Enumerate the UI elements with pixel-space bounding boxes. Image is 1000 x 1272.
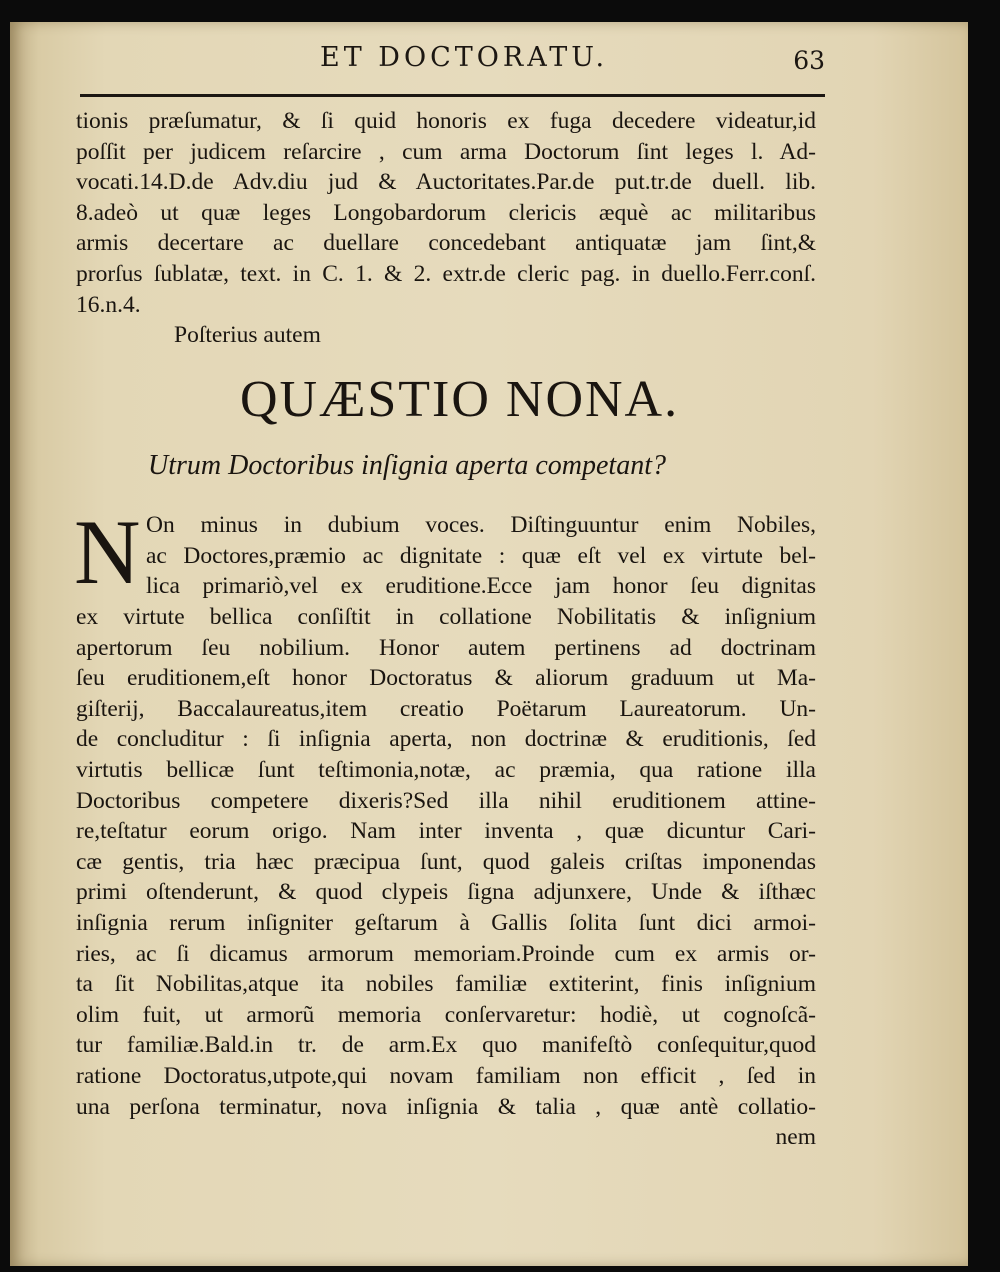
text-line: olim fuit, ut armorũ memoria conſervaretur: hodiè, ut cognoſcã-	[76, 1001, 816, 1028]
chapter-subtitle: Utrum Doctoribus inſignia aperta competant?	[148, 450, 666, 481]
text-line: ac Doctores,præmio ac dignitate : quæ eſt vel ex virtute bel-	[146, 542, 816, 569]
text-line: vocati.14.D.de Adv.diu jud & Auctoritates.Par.de put.tr.de duell. lib.	[76, 169, 816, 196]
text-line: lica primariò,vel ex eruditione.Ecce jam honor ſeu dignitas	[146, 573, 816, 600]
text-line: armis decertare ac duellare concedebant antiquatæ jam ſint,&	[76, 230, 816, 257]
text-line: ſeu eruditionem,eſt honor Doctoratus & aliorum graduum ut Ma-	[76, 665, 816, 692]
text-line: tionis præſumatur, & ſi quid honoris ex fuga decedere videatur,id	[76, 108, 816, 134]
text-line: giſterij, Baccalaureatus,item creatio Poëtarum Laureatorum. Un-	[76, 695, 816, 722]
body-text	[76, 602, 816, 1153]
text-line: On minus in dubium voces. Diſtinguuntur enim Nobiles,	[146, 512, 816, 538]
catchword: nem	[775, 1124, 816, 1151]
text-line: una perſona terminatur, nova inſignia & talia , quæ antè collatio-	[76, 1093, 816, 1120]
text-line: primi oſtenderunt, & quod clypeis ſigna adjunxere, Unde & iſthæc	[76, 879, 816, 906]
text-line: tur familiæ.Bald.in tr. de arm.Ex quo manifeſtò conſequitur,quod	[76, 1032, 816, 1059]
text-line: re,teſtatur eorum origo. Nam inter inventa , quæ dicuntur Cari-	[76, 818, 816, 845]
text-line: virtutis bellicæ ſunt teſtimonia,notæ, ac præmia, qua ratione illa	[76, 756, 816, 783]
running-head: ET DOCTORATU.	[320, 42, 609, 73]
text-line: poſſit per judicem reſarcire , cum arma Doctorum ſint leges l. Ad-	[76, 138, 816, 165]
page-number: 63	[793, 46, 825, 75]
text-line: inſignia rerum inſigniter geſtarum à Gallis ſolita ſunt dici armoi-	[76, 909, 816, 936]
page-header	[80, 42, 825, 88]
text-line: de concluditur : ſi inſignia aperta, non doctrinæ & eruditionis, ſed	[76, 726, 816, 753]
text-line: ratione Doctoratus,utpote,qui novam familiam non efficit , ſed in	[76, 1062, 816, 1089]
text-line: ex virtute bellica conſiſtit in collatione Nobilitatis & inſignium	[76, 604, 816, 630]
text-line: 16.n.4.	[76, 291, 141, 318]
drop-cap: N	[74, 501, 141, 603]
text-line: prorſus ſublatæ, text. in C. 1. & 2. extr.de cleric pag. in duello.Ferr.conſ.	[76, 260, 816, 287]
text-line: ta ſit Nobilitas,atque ita nobiles familiæ extiterint, finis inſignium	[76, 971, 816, 998]
posterius-line: Poſterius autem	[174, 322, 321, 349]
chapter-title: QUÆSTIO NONA.	[240, 371, 680, 428]
body-indented	[146, 510, 816, 602]
text-line: apertorum ſeu nobilium. Honor autem pertinens ad doctrinam	[76, 634, 816, 661]
top-paragraph	[76, 106, 816, 351]
text-line: 8.adeò ut quæ leges Longobardorum clericis æquè ac militaribus	[76, 199, 816, 226]
text-line: Doctoribus competere dixeris?Sed illa nihil eruditionem attine-	[76, 787, 816, 814]
text-line: cæ gentis, tria hæc præcipua ſunt, quod galeis criſtas imponendas	[76, 848, 816, 875]
header-rule	[80, 94, 825, 97]
text-line: ries, ac ſi dicamus armorum memoriam.Proinde cum ex armis or-	[76, 940, 816, 967]
